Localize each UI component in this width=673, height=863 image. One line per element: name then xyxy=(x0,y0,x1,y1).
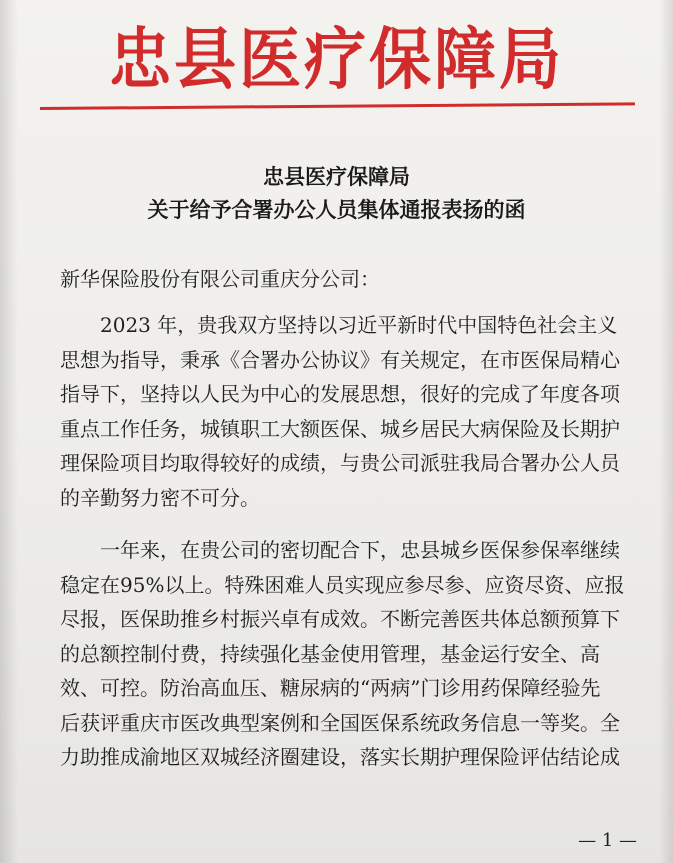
paragraph-line: 尽报，医保助推乡村振兴卓有成效。不断完善医共体总额预算下 xyxy=(60,607,620,631)
letterhead-red-rule xyxy=(40,102,635,110)
document-title-line-2: 关于给予合署办公人员集体通报表扬的函 xyxy=(147,198,526,222)
paragraph-line: 指导下，坚持以人民为中心的发展思想，很好的完成了年度各项 xyxy=(60,382,620,406)
paragraph-2 xyxy=(60,533,650,775)
paragraph-line: 重点工作任务，城镇职工大额医保、城乡居民大病保险及长期护 xyxy=(60,416,620,441)
page-shadow-right xyxy=(659,0,673,863)
paragraph-1 xyxy=(60,308,650,515)
letterhead-org-name: 忠县医疗保障局 xyxy=(108,20,564,99)
paragraph-line: 后获评重庆市医改典型案例和全国医保系统政务信息一等奖。全 xyxy=(60,710,620,735)
paragraph-line: 一年来，在贵公司的密切配合下，忠县城乡医保参保率继续 xyxy=(100,538,620,562)
paragraph-line: 2023 年，贵我双方坚持以习近平新时代中国特色社会主义 xyxy=(100,313,618,337)
paragraph-line: 稳定在95%以上。特殊困难人员实现应参尽参、应资尽资、应报 xyxy=(60,572,625,597)
paragraph-line: 理保险项目均取得较好的成绩，与贵公司派驻我局合署办公人员 xyxy=(60,451,620,475)
addressee-text: 新华保险股份有限公司重庆分公司： xyxy=(60,267,380,291)
document-title-line-1: 忠县医疗保障局 xyxy=(263,165,410,189)
addressee xyxy=(60,262,650,297)
paragraph-line: 效、可控。防治高血压、糖尿病的“两病”门诊用药保障经验先 xyxy=(60,676,601,700)
paragraph-line: 力助推成渝地区双城经济圈建设，落实长期护理保险评估结论成 xyxy=(60,745,620,769)
paragraph-line: 的总额控制付费，持续强化基金使用管理，基金运行安全、高 xyxy=(60,641,600,666)
paragraph-line: 的辛勤努力密不可分。 xyxy=(60,485,260,510)
page-shadow-left xyxy=(0,0,18,863)
paragraph-line: 思想为指导，秉承《合署办公协议》有关规定，在市医保局精心 xyxy=(60,347,620,372)
page-number: — 1 — xyxy=(578,830,637,851)
